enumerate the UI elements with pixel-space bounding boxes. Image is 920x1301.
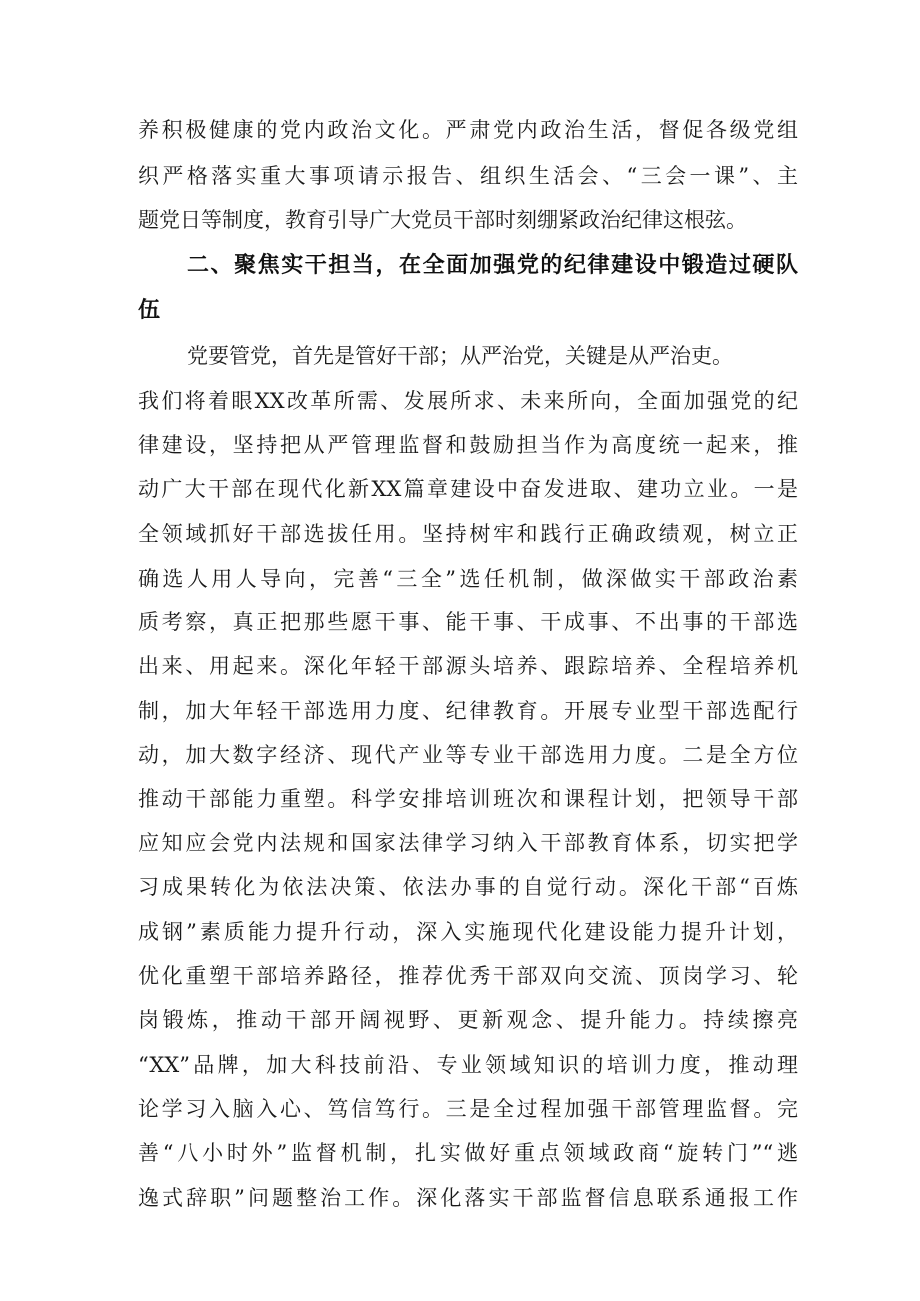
paragraph-line: 动广大干部在现代化新XX篇章建设中奋发进取、建功立业。一是: [138, 477, 798, 501]
paragraph-line: 质考察，真正把那些愿干事、能干事、干成事、不出事的干部选: [138, 610, 798, 634]
paragraph-line: 成钢”素质能力提升行动，深入实施现代化建设能力提升计划，: [138, 920, 798, 944]
paragraph-line: 题党日等制度，教育引导广大党员干部时刻绷紧政治纪律这根弦。: [138, 208, 747, 232]
paragraph-line: 逸式辞职”问题整治工作。深化落实干部监督信息联系通报工作: [138, 1186, 798, 1210]
paragraph-line: 善“八小时外”监督机制，扎实做好重点领域政商“旋转门”“逃: [138, 1141, 798, 1165]
paragraph-line: 我们将着眼XX改革所需、发展所求、未来所向，全面加强党的纪: [138, 389, 798, 413]
paragraph-line: 党要管党，首先是管好干部；从严治党，关键是从严治吏。: [187, 344, 733, 368]
section-heading-line-2: 伍: [138, 298, 161, 323]
paragraph-line: “XX”品牌，加大科技前沿、专业领域知识的培训力度，推动理: [138, 1053, 798, 1077]
paragraph-line: 确选人用人导向，完善“三全”选任机制，做深做实干部政治素: [138, 567, 798, 591]
paragraph-line: 养积极健康的党内政治文化。严肃党内政治生活，督促各级党组: [138, 118, 798, 142]
paragraph-line: 全领域抓好干部选拔任用。坚持树牢和践行正确政绩观，树立正: [138, 522, 798, 546]
paragraph-line: 应知应会党内法规和国家法律学习纳入干部教育体系，切实把学: [138, 831, 798, 855]
paragraph-line: 动，加大数字经济、现代产业等专业干部选用力度。二是全方位: [138, 743, 798, 767]
paragraph-line: 制，加大年轻干部选用力度、纪律教育。开展专业型干部选配行: [138, 699, 798, 723]
paragraph-line: 织严格落实重大事项请示报告、组织生活会、“三会一课”、主: [138, 164, 798, 188]
paragraph-line: 出来、用起来。深化年轻干部源头培养、跟踪培养、全程培养机: [138, 654, 798, 678]
paragraph-line: 习成果转化为依法决策、依法办事的自觉行动。深化干部“百炼: [138, 875, 798, 899]
section-heading-line-1: 二、聚焦实干担当，在全面加强党的纪律建设中锻造过硬队: [187, 253, 798, 278]
paragraph-line: 优化重塑干部培养路径，推荐优秀干部双向交流、顶岗学习、轮: [138, 964, 798, 988]
paragraph-line: 推动干部能力重塑。科学安排培训班次和课程计划，把领导干部: [138, 787, 798, 811]
paragraph-line: 岗锻炼，推动干部开阔视野、更新观念、提升能力。持续擦亮: [138, 1008, 798, 1032]
paragraph-line: 律建设，坚持把从严管理监督和鼓励担当作为高度统一起来，推: [138, 433, 798, 457]
paragraph-line: 论学习入脑入心、笃信笃行。三是全过程加强干部管理监督。完: [138, 1097, 798, 1121]
